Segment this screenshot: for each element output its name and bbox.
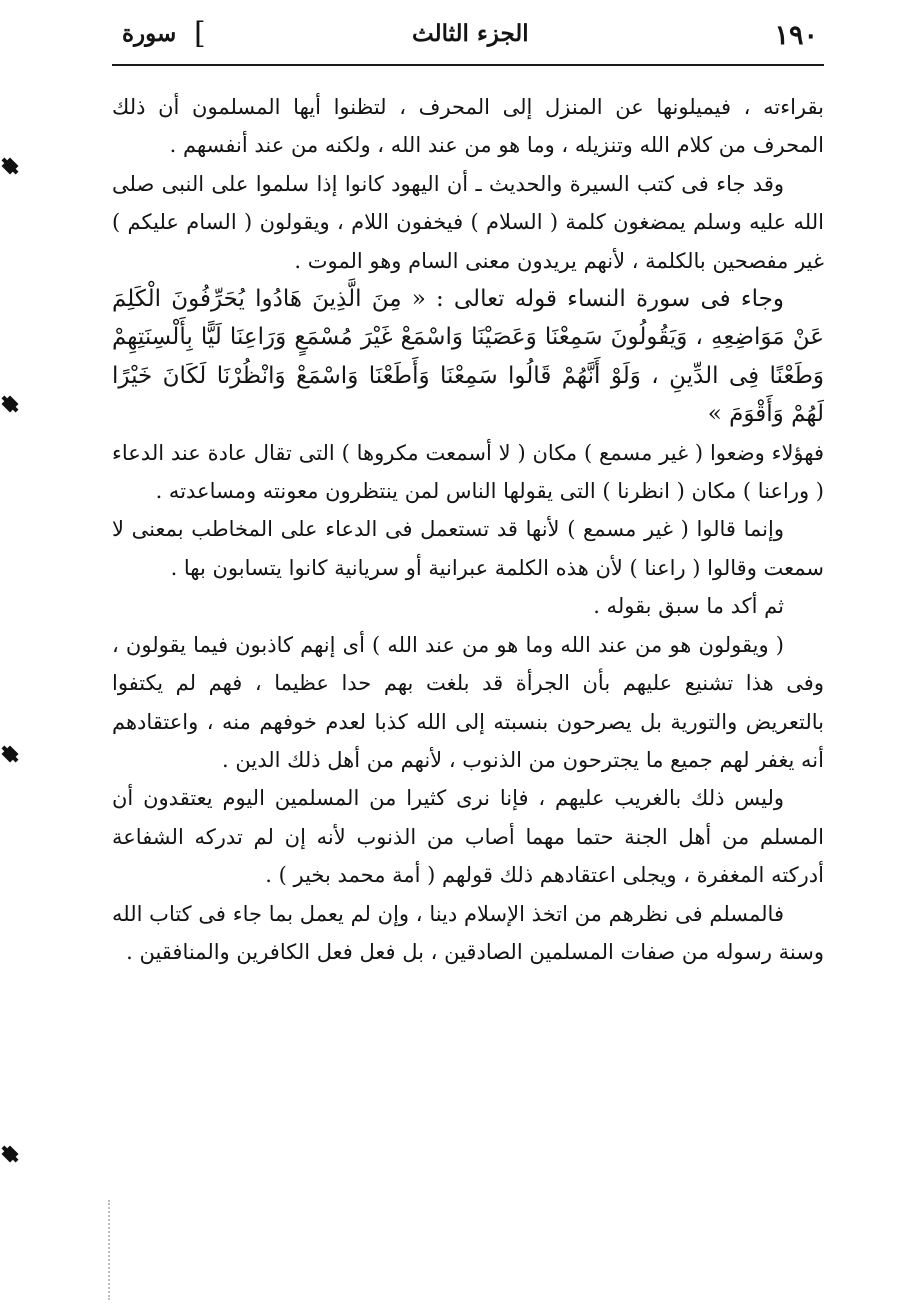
part-title: الجزء الثالث bbox=[412, 20, 529, 47]
header-divider bbox=[112, 64, 824, 66]
paragraph-5: وإنما قالوا ( غير مسمع ) لأنها قد تستعمل فى الدعاء على المخاطب بمعنى لا سمعت وقالوا ( راعنا ) لأن هذه الكلمة عبرانية أو سريانية كانوا يتسابون بها . bbox=[112, 517, 824, 580]
binding-hole-mark bbox=[2, 396, 19, 413]
paragraph-4: فهؤلاء وضعوا ( غير مسمع ) مكان ( لا أسمعت مكروها ) التى تقال عادة عند الدعاء ( وراعنا ) مكان ( انظرنا ) التى يقولها الناس لمن ينتظرون معونته ومساعدته . bbox=[112, 440, 824, 504]
paragraph-8: وليس ذلك بالغريب عليهم ، فإنا نرى كثيرا من المسلمين اليوم يعتقدون أن المسلم من أهل الجنة حتما مهما أصاب من الذنوب لأنه إن لم تدركه الشفاعة أدركته المغفرة ، ويجلى اعتقادهم ذلك قولهم ( أمة محمد بخير ) . bbox=[112, 786, 824, 888]
binding-hole-mark bbox=[2, 158, 19, 175]
page-number: ١٩٠ bbox=[774, 20, 818, 51]
header-bracket: [ bbox=[194, 16, 206, 51]
paragraph-2: وقد جاء فى كتب السيرة والحديث ـ أن اليهود كانوا إذا سلموا على النبى صلى الله عليه وسلم يمضغون كلمة ( السلام ) فيخفون اللام ، ويقولون ( السام عليكم ) غير مفصحين بالكلمة ، لأنهم يريدون معنى السام وهو الموت . bbox=[112, 171, 824, 273]
surah-label: سورة bbox=[122, 20, 177, 47]
paragraph-7: ( ويقولون هو من عند الله وما هو من عند الله ) أى إنهم كاذبون فيما يقولون ، وفى هذا تشنيع عليهم بأن الجرأة قد بلغت بهم حدا عظيما ، فهم لم يكتفوا بالتعريض والتورية بل يصرحون بنسبته إلى الله كذبا لعدم خوفهم منه ، واعتقادهم أنه يغفر لهم جميع ما يجترحون من الذنوب ، لأنهم من أهل ذلك الدين . bbox=[112, 632, 824, 772]
paragraph-9: فالمسلم فى نظرهم من اتخذ الإسلام دينا ، وإن لم يعمل بما جاء فى كتاب الله وسنة رسوله من صفات المسلمين الصادقين ، بل فعل فعل الكافرين والمنافقين . bbox=[112, 901, 824, 964]
binding-hole-mark bbox=[2, 746, 19, 763]
body-text bbox=[112, 88, 824, 971]
page-header bbox=[112, 8, 824, 66]
binding-hole-mark bbox=[2, 1146, 19, 1163]
paragraph-quran-verse: وجاء فى سورة النساء قوله تعالى : « مِنَ الَّذِينَ هَادُوا يُحَرِّفُونَ الْكَلِمَ عَنْ مَوَاضِعِهِ ، وَيَقُولُونَ سَمِعْنَا وَعَصَيْنَا وَاسْمَعْ غَيْرَ مُسْمَعٍ وَرَاعِنَا لَيًّا بِأَلْسِنَتِهِمْ وَطَعْنًا فِى الدِّينِ ، وَلَوْ أَنَّهُمْ قَالُوا سَمِعْنَا وَأَطَعْنَا وَاسْمَعْ وَانْظُرْنَا لَكَانَ خَيْرًا لَهُمْ وَأَقْوَمَ » bbox=[112, 286, 824, 428]
paragraph-6: ثم أكد ما سبق بقوله . bbox=[593, 594, 784, 619]
gutter-dotted-line bbox=[108, 1200, 114, 1300]
paragraph-1: بقراءته ، فيميلونها عن المنزل إلى المحرف ، لتظنوا أيها المسلمون أن ذلك المحرف من كلام الله وتنزيله ، وما هو من عند الله ، ولكنه من عند أنفسهم . bbox=[112, 95, 824, 158]
